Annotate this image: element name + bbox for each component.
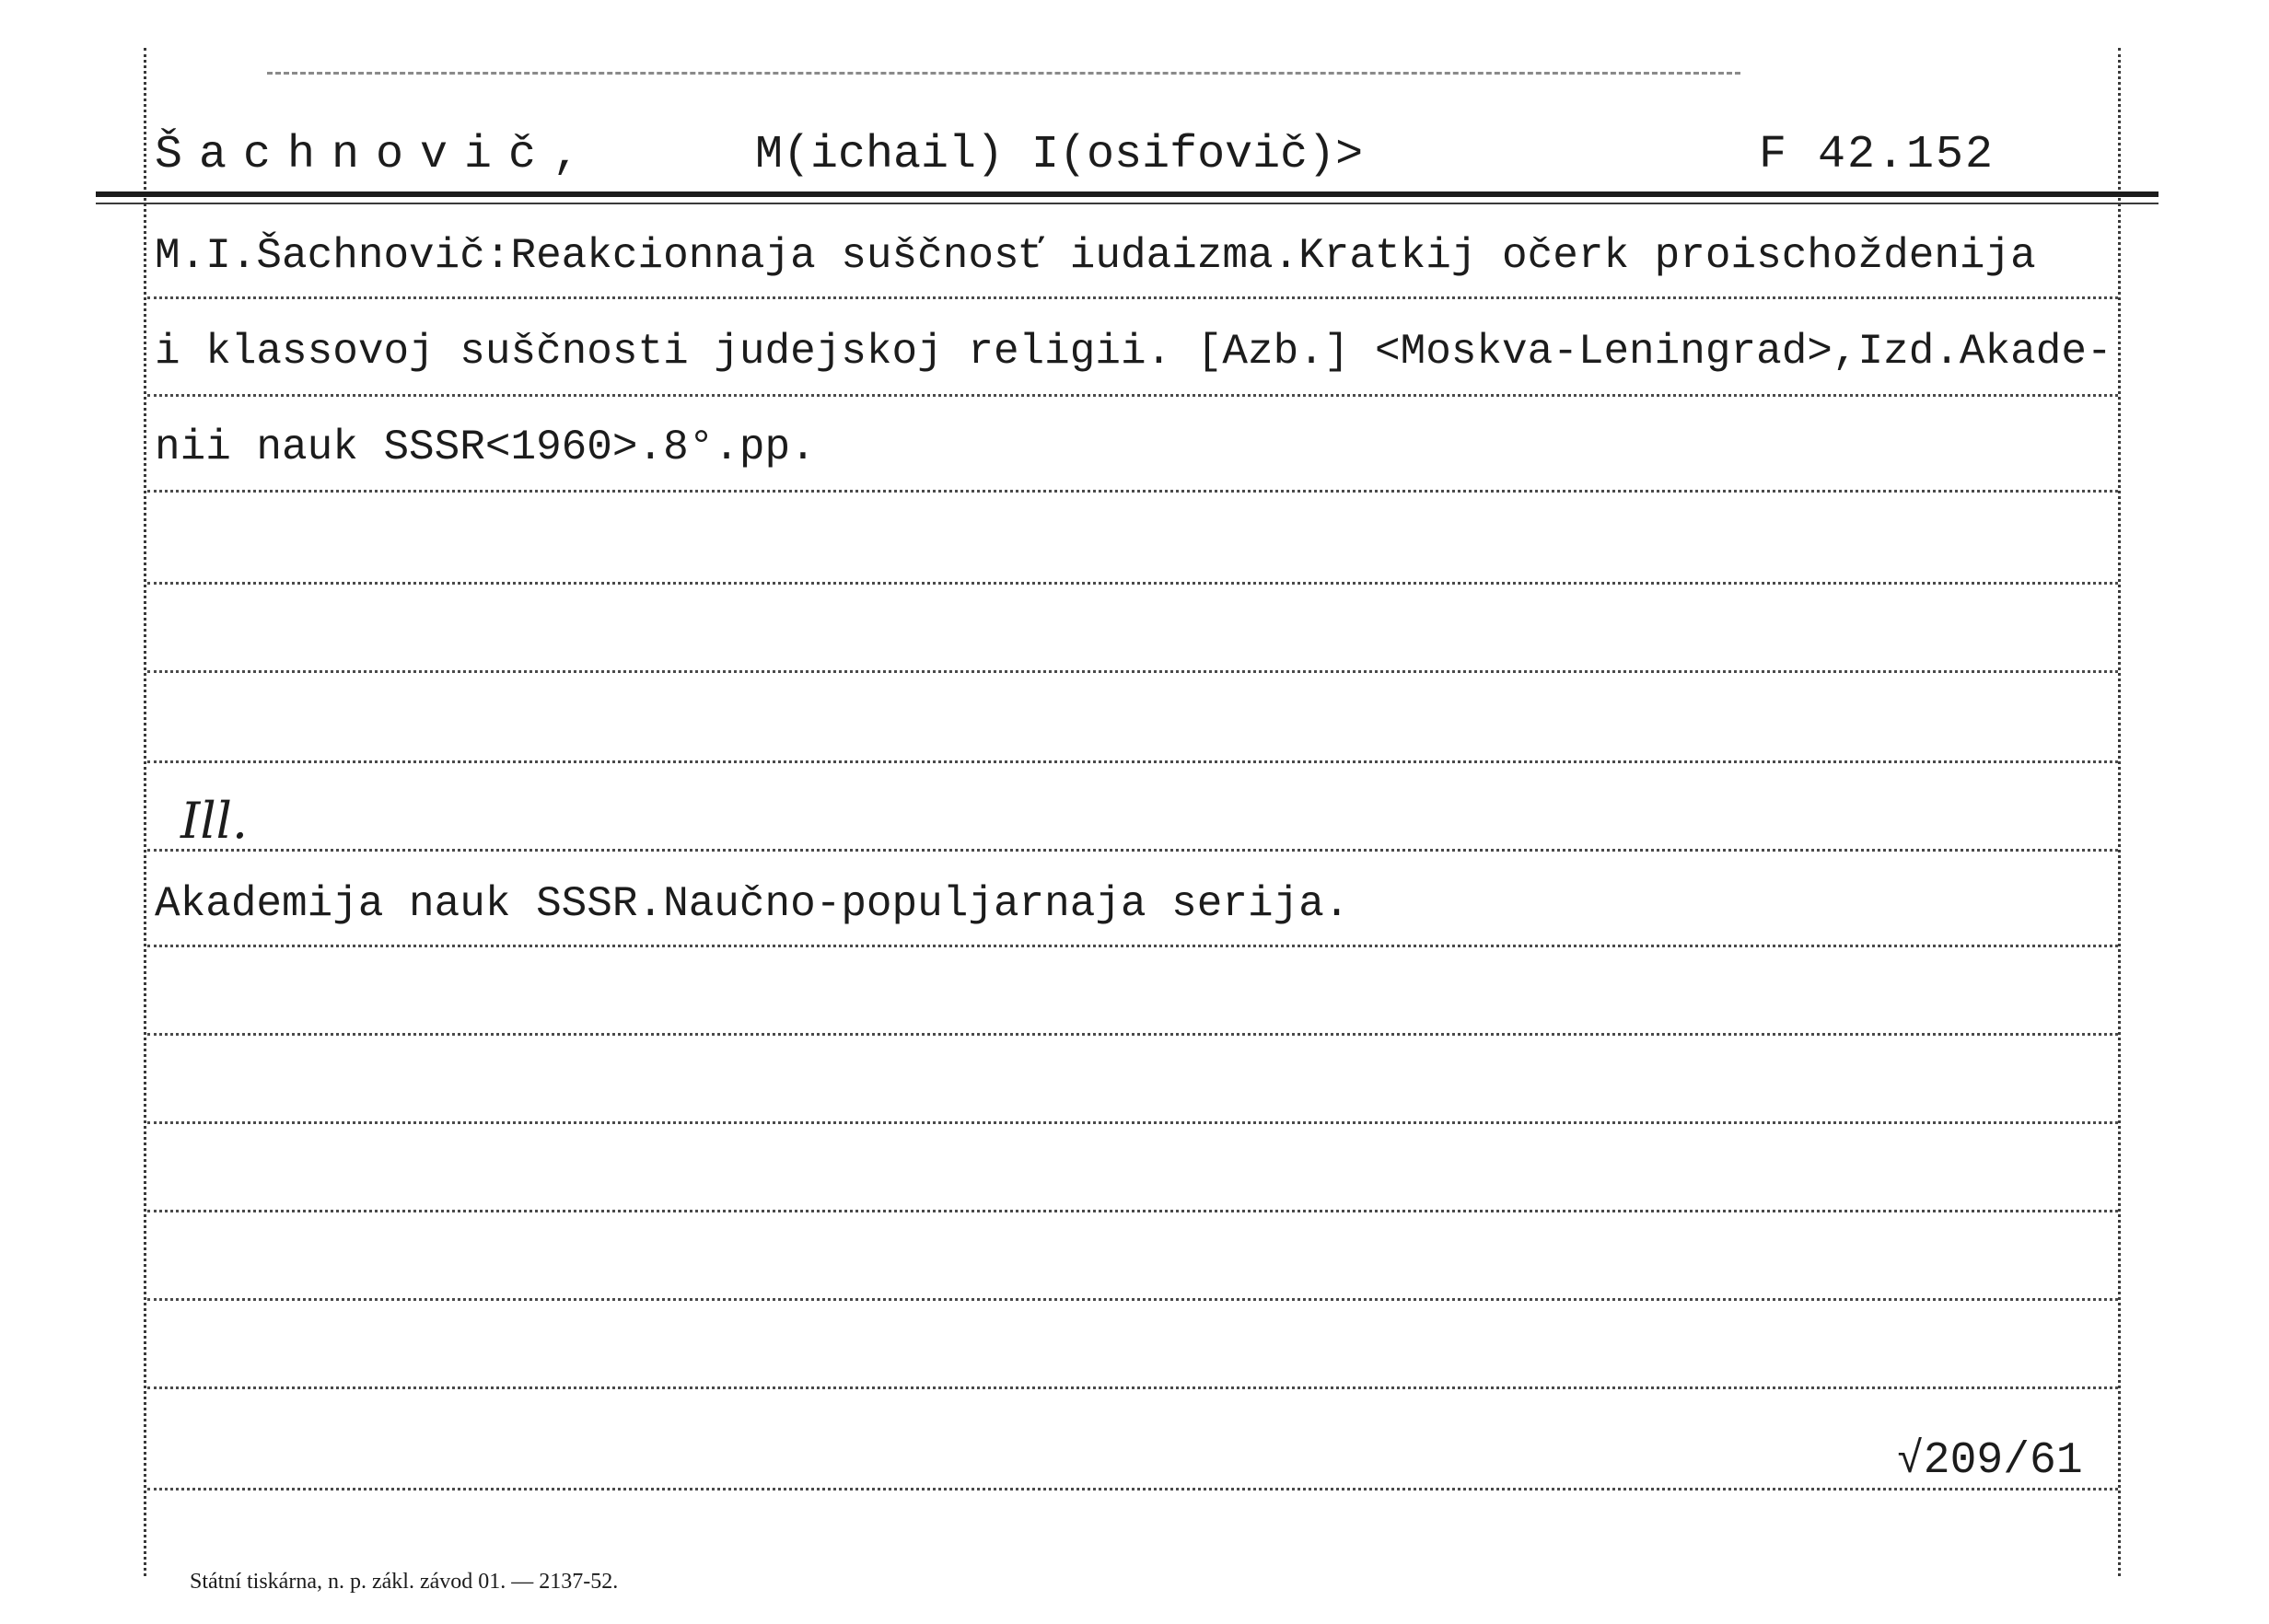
accession-number: √209/61 [1897, 1436, 2083, 1486]
author-surname: Šachnovič, [155, 129, 598, 181]
ruled-line [147, 1210, 2118, 1212]
heading-rule [96, 191, 2158, 197]
title-line-2: i klassovoj suščnosti judejskoj religii. [Azb.] <Moskva-Leningrad>,Izd.Akade- [155, 328, 2112, 376]
ruled-line [147, 849, 2118, 852]
ruled-line [147, 670, 2118, 673]
author-given-names: M(ichail) I(osifovič)> [755, 129, 1364, 181]
ruled-line [147, 1121, 2118, 1124]
series-line: Akademija nauk SSSR.Naučno-populjarnaja serija. [155, 880, 1350, 928]
call-number: F 42.152 [1759, 129, 1996, 181]
ruled-line [147, 1298, 2118, 1301]
ruled-line [147, 1386, 2118, 1389]
ruled-line [147, 760, 2118, 763]
printer-imprint: Státní tiskárna, n. p. zákl. závod 01. — 2137-52. [190, 1570, 619, 1594]
ruled-line [147, 296, 2118, 299]
ruled-line [147, 394, 2118, 397]
title-line-1: M.I.Šachnovič:Reakcionnaja suščnosť iudaizma.Kratkij očerk proischoždenija [155, 232, 2036, 280]
handwritten-note: Ill. [180, 792, 249, 850]
ruled-line [147, 490, 2118, 493]
top-dashed-rule [267, 72, 1740, 75]
left-margin-line [144, 48, 146, 1576]
heading-rule-secondary [96, 203, 2158, 204]
ruled-line [147, 945, 2118, 947]
ruled-line [147, 582, 2118, 585]
right-margin-line [2118, 48, 2121, 1576]
title-line-3: nii nauk SSSR<1960>.8°.pp. [155, 423, 816, 471]
ruled-line [147, 1033, 2118, 1036]
ruled-line [147, 1488, 2118, 1491]
